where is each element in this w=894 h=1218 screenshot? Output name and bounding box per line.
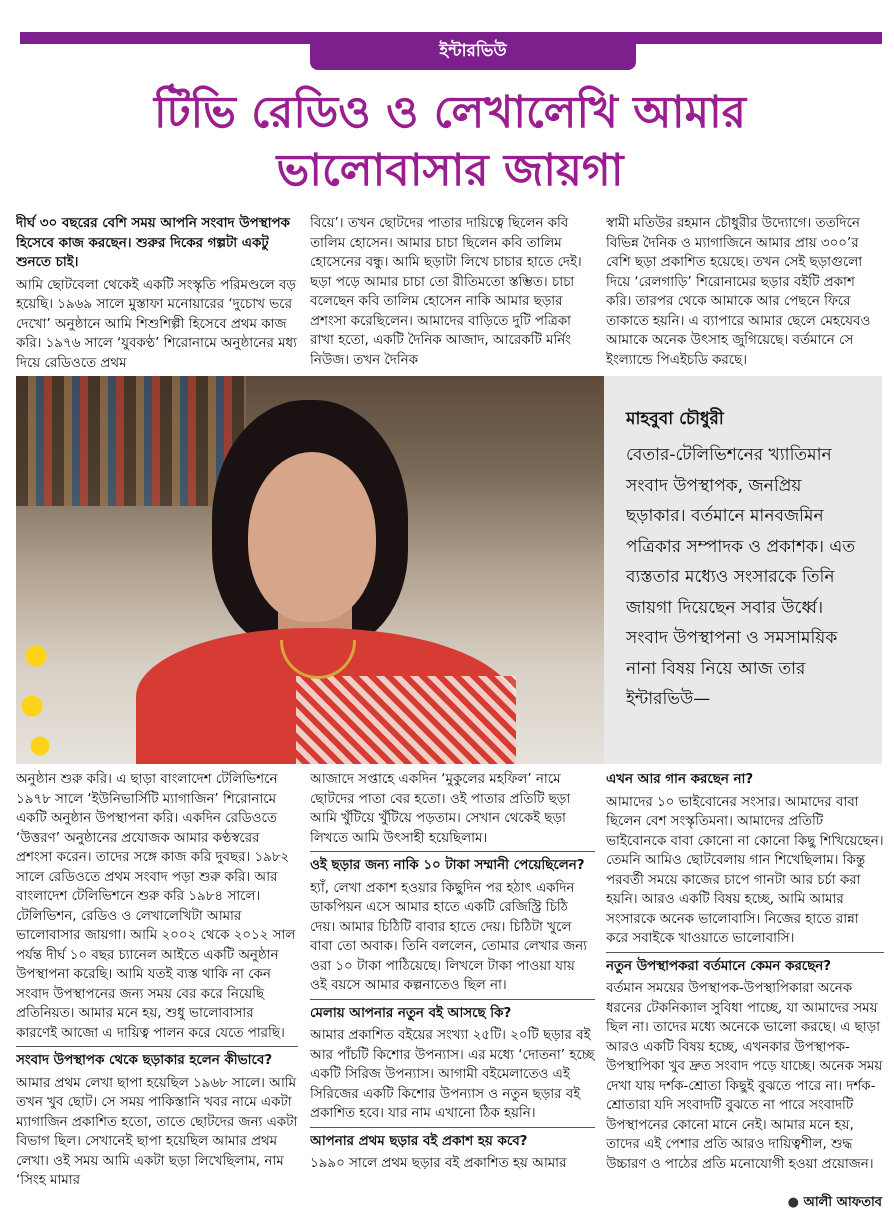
answer: বর্তমান সময়ের উপস্থাপক-উপস্থাপিকারা অনেক ধরনের টেকনিক্যাল সুবিধা পাচ্ছে, যা আমাদের সময় ছিল না। তাদের মধ্যে অনেকে ভালো করছে। এ ছাড়া আরও একটি বিষয় হচ্ছে, এখনকার উপস্থাপক-উপস্থাপিকা খুব দ্রুত সংবাদ পড়ে যাচ্ছে। অনেক সময় দেখা যায় দর্শক-শ্রোতা কিছুই বুঝতে পারে না। দর্শক-শ্রোতারা যদি সংবাদটি বুঝতে না পারে সংবাদটি উপস্থাপনের কোনো মানে নেই। আমার মনে হয়, তাদের এই পেশার প্রতি আরও দায়িত্বশীল, শুদ্ধ উচ্চারণ ও পাঠের প্রতি মনোযোগী হওয়া প্রয়োজন। [606,981,883,1172]
headline [60,84,840,200]
bottom-column-3 [606,770,884,1190]
bullet-icon: ● [787,1195,799,1210]
bottom-column-2 [310,770,595,1218]
answer: বিয়ে’। তখন ছোটদের পাতার দায়িত্বে ছিলেন কবি তালিম হোসেন। আমার চাচা ছিলেন কবি তালিম হোসেনের বন্ধু। আমি ছড়াটা লিখে চাচার হাতে দেই। ছড়া পড়ে আমার চাচা তো রীতিমতো স্তম্ভিত। চাচা বলেছেন কবি তালিম হোসেন নাকি আমার ছড়ার প্রশংসা করেছিলেন। আমাদের বাড়িতে দুটি পত্রিকা রাখা হতো, একটি দৈনিক আজাদ, আরেকটি মর্নিং নিউজ। তখন দৈনিক [310,216,582,368]
headline-line-2: ভালোবাসার জায়গা [276,145,624,196]
answer: আজাদে সপ্তাহে একদিন ‘মুকুলের মহফিল’ নামে ছোটদের পাতা বের হতো। ওই পাতার প্রতিটি ছড়া আমি খুঁটিয়ে খুঁটিয়ে পড়তাম। সেখান থেকেই ছড়া লিখতে আমি উৎসাহী হয়েছিলাম। [310,772,571,846]
question: নতুন উপস্থাপকরা বর্তমানে কেমন করছেন? [606,952,884,977]
headline-line-1: টিভি রেডিও ও লেখালেখি আমার [154,87,746,138]
portrait-photo [16,376,604,764]
top-column-3 [606,214,884,374]
portrait-face [248,452,376,622]
flowers [16,626,56,764]
answer: অনুষ্ঠান শুরু করি। এ ছাড়া বাংলাদেশ টেলিভিশনে ১৯৭৮ সালে ‘ইউনিভার্সিটি ম্যাগাজিন’ শিরোনামে একটি অনুষ্ঠান উপস্থাপনা করি। একদিন রেডিওতে ‘উত্তরণ’ অনুষ্ঠানের প্রযোজক আমার কণ্ঠস্বরের প্রশংসা করেন। তাদের সঙ্গে কাজ করি দুবছর। ১৯৮২ সালে রেডিওতে প্রথম সংবাদ পড়া শুরু করি। আর বাংলাদেশ টেলিভিশনে শুরু করি ১৯৮৪ সালে। টেলিভিশন, রেডিও ও লেখালেখিটা আমার ভালোবাসার জায়গা। আমি ২০০২ থেকে ২০১২ সাল পর্যন্ত দীর্ঘ ১০ বছর চ্যানেল আইতে একটি অনুষ্ঠান উপস্থাপনা করেছি। আমি যতই ব্যস্ত থাকি না কেন সংবাদ উপস্থাপনের জন্য সময় বের করে নিয়েছি প্রতিনিয়ত। আমার মনে হয়, শুধু ভালোবাসার কারণেই আজো এ দায়িত্ব পালন করে যেতে পারছি। [16,772,296,1041]
question: এখন আর গান করছেন না? [606,772,754,787]
answer: আমার প্রকাশিত বইয়ের সংখ্যা ২৫টি। ২০টি ছড়ার বই আর পাঁচটি কিশোর উপন্যাস। এর মধ্যে ‘দোতনা’ হচ্ছে একটি সিরিজ উপন্যাস। আগামী বইমেলাতেও এই সিরিজের একটি কিশোর উপন্যাস ও নতুন ছড়ার বই প্রকাশিত হবে। যার নাম এখানো ঠিক হয়নি। [310,1028,595,1121]
question: দীর্ঘ ৩০ বছরের বেশি সময় আপনি সংবাদ উপস্থাপক হিসেবে কাজ করছেন। শুরুর দিকের গল্পটা একটু শুনতে চাই। [16,216,290,270]
answer: স্বামী মতিউর রহমান চৌধুরীর উদ্যোগে। ততদিনে বিভিন্ন দৈনিক ও ম্যাগাজিনে আমার প্রায় ৩০০’র বেশি ছড়া প্রকাশিত হয়েছে। তখন সেই ছড়াগুলো দিয়ে ‘রেলগাড়ি’ শিরোনামের ছড়ার বইটি প্রকাশ করি। তারপর থেকে আমাকে আর পেছনে ফিরে তাকাতে হয়নি। এ ব্যাপারে আমার ছেলে মেহযেবও আমাকে অনেক উৎসাহ জুগিয়েছে। বর্তমানে সে ইংল্যান্ডে পিএইচডি করছে। [606,216,871,368]
bookshelf [16,376,246,506]
top-column-1 [16,214,298,374]
question: সংবাদ উপস্থাপক থেকে ছড়াকার হলেন কীভাবে? [16,1046,298,1071]
profile-name: মাহবুবা চৌধুরী [626,409,724,429]
question: আপনার প্রথম ছড়ার বই প্রকাশ হয় কবে? [310,1127,595,1152]
profile-description: বেতার-টেলিভিশনের খ্যাতিমান সংবাদ উপস্থাপক, জনপ্রিয় ছড়াকার। বর্তমানে মানবজমিন পত্রিকার সম্পাদক ও প্রকাশক। এত ব্যস্ততার মধ্যেও সংসারকে তিনি জায়গা দিয়েছেন সবার উর্ধ্বে। সংবাদ উপস্থাপনা ও সমসাময়িক নানা বিষয় নিয়ে আজ তার ইন্টারভিউ— [626,445,856,709]
answer: আমাদের ১০ ভাইবোনের সংসার। আমাদের বাবা ছিলেন বেশ সংস্কৃতিমনা। আমাদের প্রতিটি ভাইবোনকে বাবা কোনো না কোনো কিছু শিখিয়েছেন। তেমনি আমিও ছোটবেলায় গান শিখেছিলাম। কিন্তু পরবর্তী সময়ে কাজের চাপে গানটা আর চর্চা করা হয়নি। আরও একটি বিষয় হচ্ছে, আমি আমার সংসারকে অনেক ভালোবাসি। নিজের হাতে রান্না করে সবাইকে খাওয়াতে ভালোবাসি। [606,794,884,946]
byline-author: আলী আফতাব [803,1195,882,1210]
answer: ১৯৯০ সালে প্রথম ছড়ার বই প্রকাশিত হয় আমার [310,1156,567,1171]
bottom-column-1 [16,770,298,1218]
top-column-2 [310,214,595,374]
question: মেলায় আপনার নতুন বই আসছে কি? [310,999,595,1024]
answer: আমি ছোটবেলা থেকেই একটি সংস্কৃতি পরিমণ্ডলে বড় হয়েছি। ১৯৬৯ সালে মুস্তাফা মনোয়ারের ‘দুচোখ ভরে দেখো’ অনুষ্ঠানে আমি শিশুশিল্পী হিসেবে প্রথম কাজ করি। ১৯৭৬ সালে ‘যুবকণ্ঠ’ শিরোনামে অনুষ্ঠানের মধ্য দিয়ে রেডিওতে প্রথম [16,277,297,371]
profile-sidebar [604,376,882,764]
byline [788,1193,882,1214]
question: ওই ছড়ার জন্য নাকি ১০ টাকা সম্মানী পেয়েছিলেন? [310,851,595,876]
answer: হ্যাঁ, লেখা প্রকাশ হওয়ার কিছুদিন পর হঠাৎ একদিন ডাকপিয়ন এসে আমার হাতে একটি রেজিস্ট্রি চিঠি দেয়। আমার চিঠিটি বাবার হাতে দেয়। চিঠিটা খুলে বাবা তো অবাক। তিনি বললেন, তোমার লেখার জন্য ওরা ১০ টাকা পাঠিয়েছে। লিখলে টাকা পাওয়া যায় ওই বয়সে আমার কল্পনাতেও ছিল না। [310,880,588,993]
answer: আমার প্রথম লেখা ছাপা হয়েছিল ১৯৬৮ সালে। আমি তখন খুব ছোট। সে সময় পাকিস্তানি খবর নামে একটা ম্যাগাজিন প্রকাশিত হতো, তাতে ছোটদের জন্য একটা বিভাগ ছিল। সেখানেই ছাপা হয়েছিল আমার প্রথম লেখা। ওই সময় আমি একটা ছড়া লিখেছিলাম, নাম ‘সিংহ মামার [16,1075,298,1188]
section-tag: ইন্টারভিউ [310,36,636,70]
